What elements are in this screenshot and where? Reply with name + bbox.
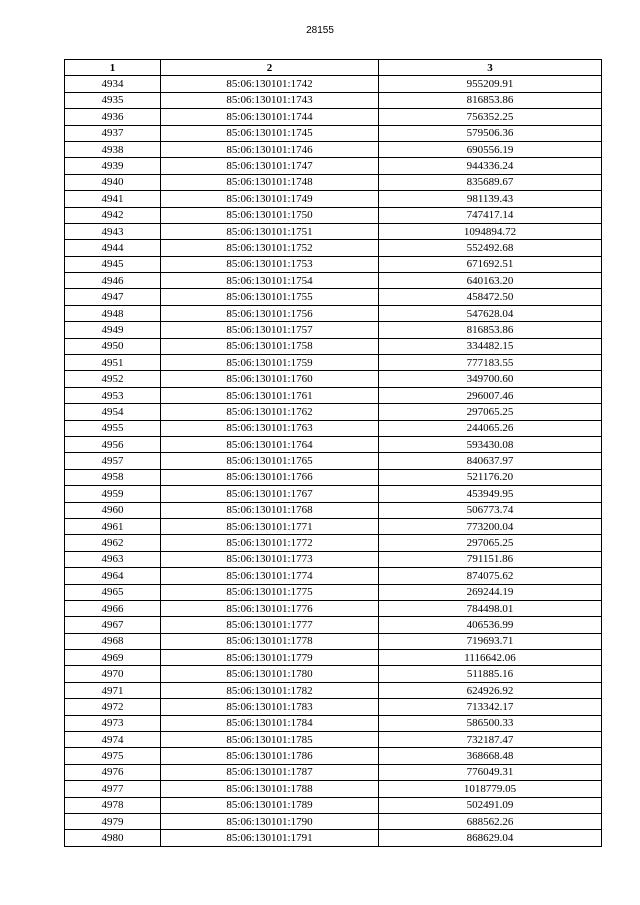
- cell-number: 4942: [65, 207, 161, 223]
- cell-number: 4978: [65, 797, 161, 813]
- cell-cadastral-number: 85:06:130101:1751: [161, 223, 379, 239]
- cell-cadastral-number: 85:06:130101:1763: [161, 420, 379, 436]
- cell-number: 4949: [65, 322, 161, 338]
- table-row: [65, 518, 602, 534]
- data-table: [64, 59, 602, 847]
- cell-number: 4956: [65, 436, 161, 452]
- cell-cadastral-number: 85:06:130101:1749: [161, 191, 379, 207]
- cell-value: 719693.71: [379, 633, 602, 649]
- table-row: [65, 600, 602, 616]
- table-row: [65, 650, 602, 666]
- cell-value: 244065.26: [379, 420, 602, 436]
- table-row: [65, 420, 602, 436]
- cell-number: 4944: [65, 240, 161, 256]
- table-row: [65, 355, 602, 371]
- table-row: [65, 469, 602, 485]
- cell-value: 586500.33: [379, 715, 602, 731]
- table-row: [65, 732, 602, 748]
- cell-value: 1094894.72: [379, 223, 602, 239]
- table-row: [65, 813, 602, 829]
- column-header-3: 3: [379, 60, 602, 76]
- cell-number: 4955: [65, 420, 161, 436]
- cell-cadastral-number: 85:06:130101:1755: [161, 289, 379, 305]
- cell-cadastral-number: 85:06:130101:1759: [161, 355, 379, 371]
- cell-value: 791151.86: [379, 551, 602, 567]
- table-row: [65, 453, 602, 469]
- table-body: [65, 76, 602, 846]
- cell-value: 955209.91: [379, 76, 602, 92]
- table-row: [65, 371, 602, 387]
- table-row: [65, 764, 602, 780]
- table-row: [65, 682, 602, 698]
- cell-value: 773200.04: [379, 518, 602, 534]
- cell-value: 713342.17: [379, 699, 602, 715]
- cell-number: 4950: [65, 338, 161, 354]
- table-row: [65, 191, 602, 207]
- table-row: [65, 617, 602, 633]
- cell-number: 4961: [65, 518, 161, 534]
- cell-value: 368668.48: [379, 748, 602, 764]
- table-row: [65, 109, 602, 125]
- cell-number: 4943: [65, 223, 161, 239]
- cell-value: 547628.04: [379, 305, 602, 321]
- table-row: [65, 240, 602, 256]
- cell-cadastral-number: 85:06:130101:1762: [161, 404, 379, 420]
- cell-value: 349700.60: [379, 371, 602, 387]
- cell-number: 4973: [65, 715, 161, 731]
- cell-cadastral-number: 85:06:130101:1750: [161, 207, 379, 223]
- cell-value: 688562.26: [379, 813, 602, 829]
- cell-number: 4980: [65, 830, 161, 846]
- table-row: [65, 387, 602, 403]
- cell-cadastral-number: 85:06:130101:1784: [161, 715, 379, 731]
- cell-cadastral-number: 85:06:130101:1789: [161, 797, 379, 813]
- cell-number: 4940: [65, 174, 161, 190]
- cell-number: 4948: [65, 305, 161, 321]
- cell-value: 756352.25: [379, 109, 602, 125]
- cell-value: 640163.20: [379, 273, 602, 289]
- cell-cadastral-number: 85:06:130101:1791: [161, 830, 379, 846]
- cell-cadastral-number: 85:06:130101:1766: [161, 469, 379, 485]
- column-header-1: 1: [65, 60, 161, 76]
- cell-cadastral-number: 85:06:130101:1748: [161, 174, 379, 190]
- cell-value: 835689.67: [379, 174, 602, 190]
- table-row: [65, 404, 602, 420]
- table-row: [65, 699, 602, 715]
- cell-number: 4945: [65, 256, 161, 272]
- table-row: [65, 174, 602, 190]
- cell-number: 4963: [65, 551, 161, 567]
- cell-cadastral-number: 85:06:130101:1753: [161, 256, 379, 272]
- cell-cadastral-number: 85:06:130101:1745: [161, 125, 379, 141]
- cell-number: 4935: [65, 92, 161, 108]
- cell-value: 511885.16: [379, 666, 602, 682]
- cell-cadastral-number: 85:06:130101:1780: [161, 666, 379, 682]
- table-row: [65, 305, 602, 321]
- page-number: 28155: [306, 25, 334, 36]
- cell-value: 502491.09: [379, 797, 602, 813]
- cell-value: 521176.20: [379, 469, 602, 485]
- cell-value: 840637.97: [379, 453, 602, 469]
- table-row: [65, 535, 602, 551]
- cell-number: 4936: [65, 109, 161, 125]
- cell-value: 453949.95: [379, 486, 602, 502]
- table-row: [65, 141, 602, 157]
- table-row: [65, 568, 602, 584]
- cell-number: 4967: [65, 617, 161, 633]
- table-row: [65, 551, 602, 567]
- cell-number: 4934: [65, 76, 161, 92]
- cell-number: 4979: [65, 813, 161, 829]
- cell-cadastral-number: 85:06:130101:1785: [161, 732, 379, 748]
- table-row: [65, 633, 602, 649]
- cell-value: 297065.25: [379, 404, 602, 420]
- cell-cadastral-number: 85:06:130101:1768: [161, 502, 379, 518]
- cell-cadastral-number: 85:06:130101:1772: [161, 535, 379, 551]
- cell-value: 868629.04: [379, 830, 602, 846]
- table-row: [65, 207, 602, 223]
- cell-value: 732187.47: [379, 732, 602, 748]
- cell-value: 506773.74: [379, 502, 602, 518]
- cell-value: 981139.43: [379, 191, 602, 207]
- cell-cadastral-number: 85:06:130101:1787: [161, 764, 379, 780]
- cell-value: 816853.86: [379, 322, 602, 338]
- cell-value: 944336.24: [379, 158, 602, 174]
- table-row: [65, 76, 602, 92]
- cell-number: 4970: [65, 666, 161, 682]
- cell-number: 4976: [65, 764, 161, 780]
- cell-number: 4960: [65, 502, 161, 518]
- cell-number: 4974: [65, 732, 161, 748]
- cell-value: 777183.55: [379, 355, 602, 371]
- table-row: [65, 502, 602, 518]
- cell-cadastral-number: 85:06:130101:1767: [161, 486, 379, 502]
- cell-value: 671692.51: [379, 256, 602, 272]
- table-row: [65, 666, 602, 682]
- cell-number: 4951: [65, 355, 161, 371]
- cell-cadastral-number: 85:06:130101:1754: [161, 273, 379, 289]
- cell-number: 4946: [65, 273, 161, 289]
- table-row: [65, 322, 602, 338]
- cell-cadastral-number: 85:06:130101:1765: [161, 453, 379, 469]
- cell-cadastral-number: 85:06:130101:1761: [161, 387, 379, 403]
- cell-cadastral-number: 85:06:130101:1742: [161, 76, 379, 92]
- cell-cadastral-number: 85:06:130101:1752: [161, 240, 379, 256]
- cell-cadastral-number: 85:06:130101:1757: [161, 322, 379, 338]
- cell-value: 624926.92: [379, 682, 602, 698]
- cell-cadastral-number: 85:06:130101:1774: [161, 568, 379, 584]
- cell-number: 4968: [65, 633, 161, 649]
- cell-number: 4937: [65, 125, 161, 141]
- cell-value: 297065.25: [379, 535, 602, 551]
- cell-cadastral-number: 85:06:130101:1760: [161, 371, 379, 387]
- table-row: [65, 289, 602, 305]
- cell-number: 4969: [65, 650, 161, 666]
- cell-cadastral-number: 85:06:130101:1786: [161, 748, 379, 764]
- cell-value: 334482.15: [379, 338, 602, 354]
- cell-cadastral-number: 85:06:130101:1773: [161, 551, 379, 567]
- cell-value: 296007.46: [379, 387, 602, 403]
- cell-value: 816853.86: [379, 92, 602, 108]
- cell-number: 4939: [65, 158, 161, 174]
- table-row: [65, 158, 602, 174]
- cell-number: 4952: [65, 371, 161, 387]
- cell-number: 4947: [65, 289, 161, 305]
- table-row: [65, 92, 602, 108]
- cell-value: 690556.19: [379, 141, 602, 157]
- cell-value: 747417.14: [379, 207, 602, 223]
- table-row: [65, 223, 602, 239]
- cell-number: 4941: [65, 191, 161, 207]
- cell-value: 593430.08: [379, 436, 602, 452]
- table-row: [65, 715, 602, 731]
- table-row: [65, 781, 602, 797]
- cell-cadastral-number: 85:06:130101:1756: [161, 305, 379, 321]
- cell-value: 776049.31: [379, 764, 602, 780]
- cell-cadastral-number: 85:06:130101:1764: [161, 436, 379, 452]
- cell-cadastral-number: 85:06:130101:1779: [161, 650, 379, 666]
- table-row: [65, 273, 602, 289]
- table-row: [65, 338, 602, 354]
- cell-cadastral-number: 85:06:130101:1747: [161, 158, 379, 174]
- table-row: [65, 256, 602, 272]
- cell-cadastral-number: 85:06:130101:1783: [161, 699, 379, 715]
- cell-cadastral-number: 85:06:130101:1778: [161, 633, 379, 649]
- table-row: [65, 748, 602, 764]
- cell-value: 579506.36: [379, 125, 602, 141]
- cell-number: 4959: [65, 486, 161, 502]
- cell-number: 4971: [65, 682, 161, 698]
- table-row: [65, 125, 602, 141]
- cell-cadastral-number: 85:06:130101:1746: [161, 141, 379, 157]
- cell-number: 4972: [65, 699, 161, 715]
- cell-number: 4958: [65, 469, 161, 485]
- table-row: [65, 584, 602, 600]
- cell-value: 1116642.06: [379, 650, 602, 666]
- table-row: [65, 830, 602, 846]
- cell-number: 4957: [65, 453, 161, 469]
- cell-value: 458472.50: [379, 289, 602, 305]
- cell-cadastral-number: 85:06:130101:1782: [161, 682, 379, 698]
- cell-cadastral-number: 85:06:130101:1790: [161, 813, 379, 829]
- cell-value: 406536.99: [379, 617, 602, 633]
- cell-cadastral-number: 85:06:130101:1743: [161, 92, 379, 108]
- cell-number: 4977: [65, 781, 161, 797]
- table-row: [65, 486, 602, 502]
- cell-number: 4953: [65, 387, 161, 403]
- cell-cadastral-number: 85:06:130101:1775: [161, 584, 379, 600]
- cell-number: 4975: [65, 748, 161, 764]
- cell-number: 4954: [65, 404, 161, 420]
- table-header: [65, 60, 602, 76]
- cell-number: 4938: [65, 141, 161, 157]
- cell-value: 1018779.05: [379, 781, 602, 797]
- cell-cadastral-number: 85:06:130101:1758: [161, 338, 379, 354]
- cell-number: 4966: [65, 600, 161, 616]
- cell-cadastral-number: 85:06:130101:1776: [161, 600, 379, 616]
- table-row: [65, 436, 602, 452]
- cell-value: 874075.62: [379, 568, 602, 584]
- cell-cadastral-number: 85:06:130101:1788: [161, 781, 379, 797]
- cell-value: 552492.68: [379, 240, 602, 256]
- table-row: [65, 797, 602, 813]
- header-row: [65, 60, 602, 76]
- cell-value: 784498.01: [379, 600, 602, 616]
- cell-cadastral-number: 85:06:130101:1744: [161, 109, 379, 125]
- cell-number: 4962: [65, 535, 161, 551]
- cell-cadastral-number: 85:06:130101:1777: [161, 617, 379, 633]
- cell-number: 4964: [65, 568, 161, 584]
- column-header-2: 2: [161, 60, 379, 76]
- cell-number: 4965: [65, 584, 161, 600]
- cell-value: 269244.19: [379, 584, 602, 600]
- cell-cadastral-number: 85:06:130101:1771: [161, 518, 379, 534]
